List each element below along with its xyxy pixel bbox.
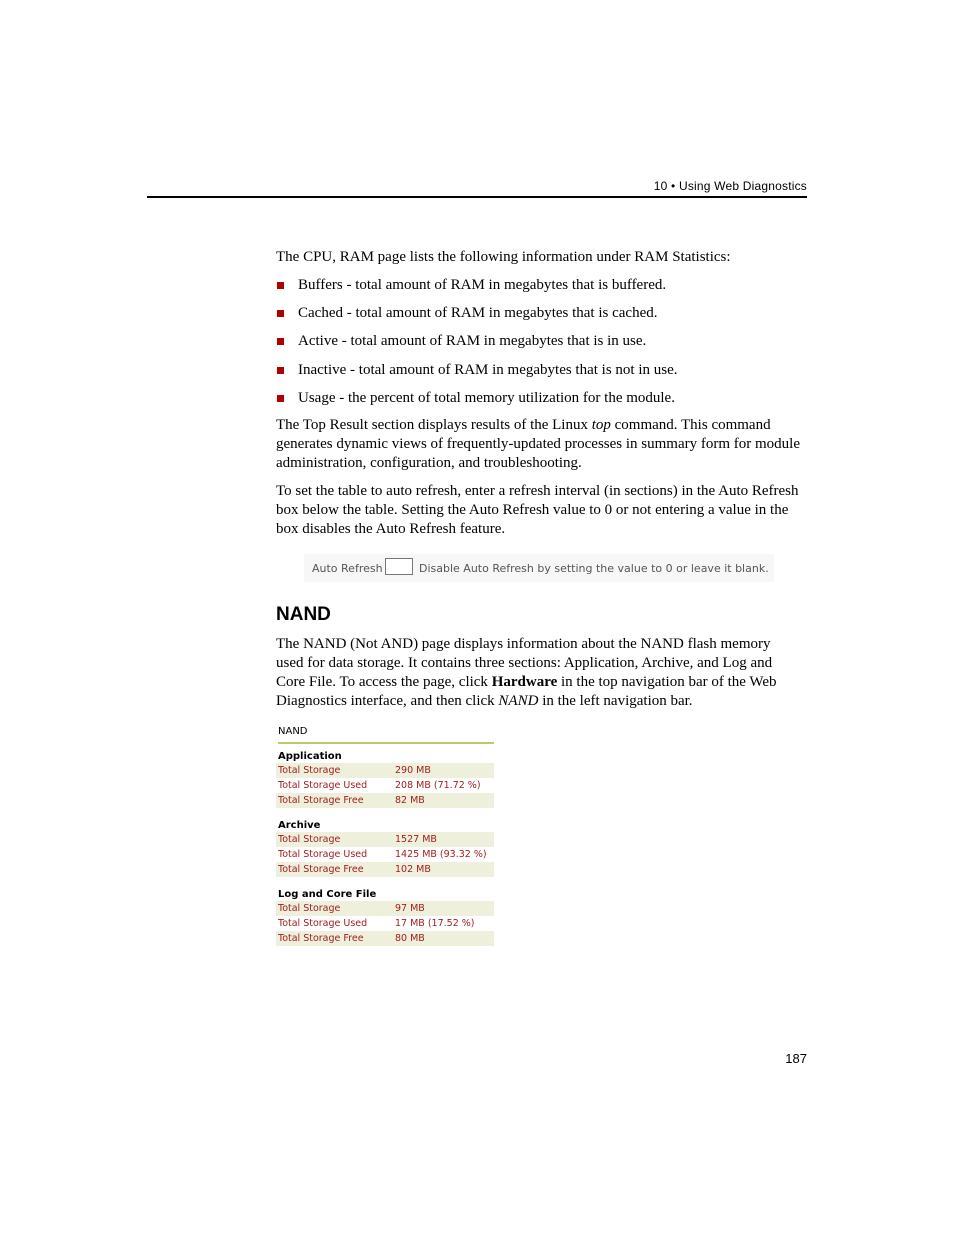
list-item [276, 361, 800, 389]
nand-section-archive [276, 819, 494, 877]
row-value: 80 MB [395, 933, 425, 944]
nand-description [276, 635, 800, 711]
list-item-text: Active - total amount of RAM in megabytes that is in use. [298, 333, 647, 350]
nand-desc-text-3: in the left navigation bar. [538, 693, 693, 709]
row-label: Total Storage [278, 834, 341, 845]
table-row [276, 847, 494, 862]
table-row [276, 916, 494, 931]
row-label: Total Storage [278, 765, 341, 776]
table-row [276, 931, 494, 946]
section-heading: NAND [276, 604, 331, 625]
bullet-square-icon [277, 395, 284, 402]
table-row [276, 778, 494, 793]
list-item [276, 389, 800, 417]
list-item [276, 276, 800, 304]
row-label: Total Storage Free [278, 864, 364, 875]
nand-figure-title: NAND [278, 726, 308, 737]
row-value: 82 MB [395, 795, 425, 806]
table-row [276, 832, 494, 847]
nand-section-title: Archive [278, 820, 321, 831]
nand-italic: NAND [498, 693, 539, 709]
nand-desc-text: The NAND (Not AND) page displays information about the NAND flash memory used for data storage. It contains three sections: Application, Archive, and Log and Core File. To access the page, click [276, 636, 773, 690]
bullet-square-icon [277, 282, 284, 289]
nand-section-log-core [276, 888, 494, 946]
list-item-text: Usage - the percent of total memory utilization for the module. [298, 389, 675, 406]
top-result-text-cont: command. This command generates dynamic views of frequently-updated processes in summary form for module administration, configuration, and troubleshooting. [276, 417, 801, 471]
nand-title-rule [278, 742, 494, 744]
list-item [276, 304, 800, 332]
bullet-square-icon [277, 367, 284, 374]
header-rule [147, 196, 807, 198]
row-label: Total Storage Used [278, 918, 368, 929]
nand-section-application [276, 750, 494, 808]
auto-refresh-figure [304, 554, 774, 582]
page-number: 187 [785, 1051, 807, 1066]
ram-statistics-list [276, 276, 800, 417]
bullet-square-icon [277, 310, 284, 317]
auto-refresh-input[interactable] [385, 558, 413, 575]
auto-refresh-paragraph: To set the table to auto refresh, enter a refresh interval (in sections) in the Auto Refresh box below the table. Setting the Auto Refresh value to 0 or not entering a value in the box disables the Auto Refresh feature. [276, 483, 799, 537]
row-label: Total Storage [278, 903, 341, 914]
row-value: 102 MB [395, 864, 431, 875]
table-row [276, 793, 494, 808]
intro-paragraph: The CPU, RAM page lists the following information under RAM Statistics: [276, 249, 731, 265]
row-value: 208 MB (71.72 %) [395, 780, 481, 791]
top-result-paragraph [276, 416, 800, 473]
row-value: 1425 MB (93.32 %) [395, 849, 487, 860]
row-value: 17 MB (17.52 %) [395, 918, 475, 929]
row-value: 290 MB [395, 765, 431, 776]
nand-section-title: Application [278, 751, 342, 762]
running-head: 10 • Using Web Diagnostics [653, 179, 807, 193]
row-label: Total Storage Used [278, 780, 368, 791]
auto-refresh-note: Disable Auto Refresh by setting the value to 0 or leave it blank. [419, 562, 769, 575]
bullet-square-icon [277, 338, 284, 345]
nand-desc-text-2: in the top navigation bar of the Web Diagnostics interface, and then click [276, 674, 777, 709]
table-row [276, 862, 494, 877]
nand-section-title: Log and Core File [278, 889, 377, 900]
row-label: Total Storage Used [278, 849, 368, 860]
row-label: Total Storage Free [278, 933, 364, 944]
table-row [276, 901, 494, 916]
table-row [276, 763, 494, 778]
list-item [276, 332, 800, 360]
nand-figure [276, 722, 496, 948]
hardware-bold: Hardware [491, 674, 558, 690]
top-command-italic: top [591, 417, 611, 433]
auto-refresh-label: Auto Refresh [312, 562, 383, 575]
list-item-text: Inactive - total amount of RAM in megabytes that is not in use. [298, 361, 678, 378]
list-item-text: Buffers - total amount of RAM in megabytes that is buffered. [298, 277, 667, 293]
row-value: 1527 MB [395, 834, 437, 845]
row-value: 97 MB [395, 903, 425, 914]
row-label: Total Storage Free [278, 795, 364, 806]
top-result-text: The Top Result section displays results of the Linux [276, 417, 592, 433]
list-item-text: Cached - total amount of RAM in megabytes that is cached. [298, 305, 658, 322]
